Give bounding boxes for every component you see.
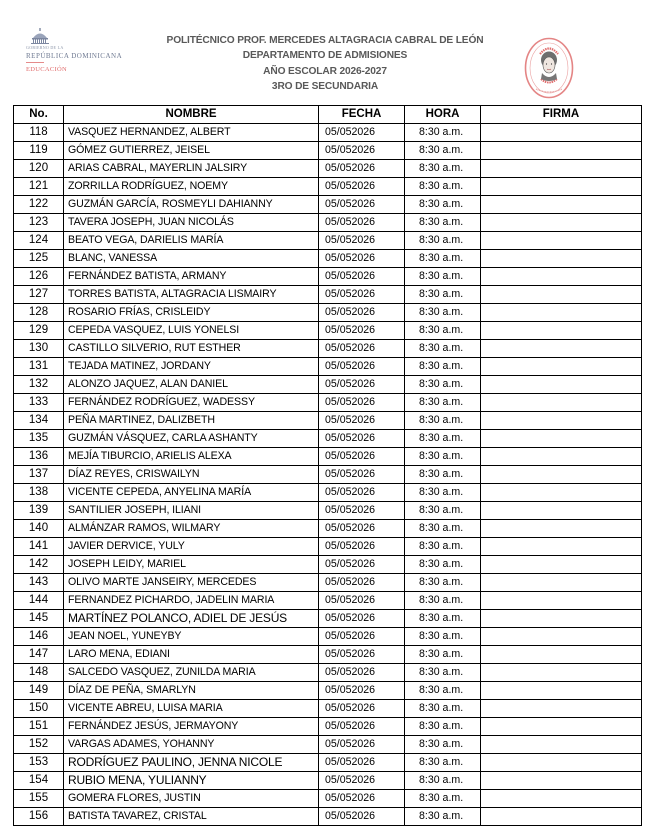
appointment-time: 8:30 a.m. bbox=[405, 340, 481, 358]
appointment-date: 05/052026 bbox=[319, 376, 405, 394]
student-name: ARIAS CABRAL, MAYERLIN JALSIRY bbox=[64, 160, 319, 178]
student-name: DÍAZ REYES, CRISWAILYN bbox=[64, 466, 319, 484]
signature-field bbox=[481, 178, 642, 196]
table-row bbox=[14, 502, 642, 520]
table-row bbox=[14, 376, 642, 394]
appointment-time: 8:30 a.m. bbox=[405, 556, 481, 574]
appointment-date: 05/052026 bbox=[319, 664, 405, 682]
appointment-date: 05/052026 bbox=[319, 214, 405, 232]
student-name: VASQUEZ HERNANDEZ, ALBERT bbox=[64, 124, 319, 142]
table-row bbox=[14, 214, 642, 232]
student-name: MARTÍNEZ POLANCO, ADIEL DE JESÚS bbox=[64, 610, 319, 628]
table-row bbox=[14, 628, 642, 646]
student-name: DÍAZ DE PEÑA, SMARLYN bbox=[64, 682, 319, 700]
signature-field bbox=[481, 790, 642, 808]
appointment-date: 05/052026 bbox=[319, 466, 405, 484]
appointment-date: 05/052026 bbox=[319, 304, 405, 322]
student-name: FERNÁNDEZ RODRÍGUEZ, WADESSY bbox=[64, 394, 319, 412]
appointment-time: 8:30 a.m. bbox=[405, 466, 481, 484]
appointment-time: 8:30 a.m. bbox=[405, 178, 481, 196]
row-number: 150 bbox=[14, 700, 64, 718]
row-number: 121 bbox=[14, 178, 64, 196]
signature-field bbox=[481, 700, 642, 718]
signature-field bbox=[481, 754, 642, 772]
appointment-date: 05/052026 bbox=[319, 178, 405, 196]
table-row bbox=[14, 160, 642, 178]
signature-field bbox=[481, 574, 642, 592]
logo-main-text: REPÚBLICA DOMINICANA bbox=[26, 52, 123, 60]
table-row bbox=[14, 610, 642, 628]
student-name: TAVERA JOSEPH, JUAN NICOLÁS bbox=[64, 214, 319, 232]
row-number: 134 bbox=[14, 412, 64, 430]
signature-field bbox=[481, 286, 642, 304]
row-number: 141 bbox=[14, 538, 64, 556]
document-title-block bbox=[140, 33, 510, 94]
signature-field bbox=[481, 448, 642, 466]
appointment-date: 05/052026 bbox=[319, 412, 405, 430]
appointment-date: 05/052026 bbox=[319, 682, 405, 700]
signature-field bbox=[481, 376, 642, 394]
table-row bbox=[14, 268, 642, 286]
appointment-date: 05/052026 bbox=[319, 736, 405, 754]
signature-field bbox=[481, 268, 642, 286]
row-number: 130 bbox=[14, 340, 64, 358]
student-name: GOMERA FLORES, JUSTIN bbox=[64, 790, 319, 808]
row-number: 138 bbox=[14, 484, 64, 502]
table-row bbox=[14, 124, 642, 142]
appointment-time: 8:30 a.m. bbox=[405, 700, 481, 718]
appointment-date: 05/052026 bbox=[319, 808, 405, 826]
signature-field bbox=[481, 646, 642, 664]
appointment-time: 8:30 a.m. bbox=[405, 484, 481, 502]
row-number: 120 bbox=[14, 160, 64, 178]
appointment-time: 8:30 a.m. bbox=[405, 682, 481, 700]
student-name: CASTILLO SILVERIO, RUT ESTHER bbox=[64, 340, 319, 358]
signature-field bbox=[481, 808, 642, 826]
student-name: VICENTE ABREU, LUISA MARIA bbox=[64, 700, 319, 718]
appointment-time: 8:30 a.m. bbox=[405, 448, 481, 466]
table-row bbox=[14, 790, 642, 808]
appointment-date: 05/052026 bbox=[319, 232, 405, 250]
student-name: FERNANDEZ PICHARDO, JADELIN MARIA bbox=[64, 592, 319, 610]
signature-field bbox=[481, 664, 642, 682]
appointment-time: 8:30 a.m. bbox=[405, 322, 481, 340]
appointment-date: 05/052026 bbox=[319, 268, 405, 286]
signature-field bbox=[481, 520, 642, 538]
row-number: 153 bbox=[14, 754, 64, 772]
student-name: BATISTA TAVAREZ, CRISTAL bbox=[64, 808, 319, 826]
signature-field bbox=[481, 196, 642, 214]
appointment-time: 8:30 a.m. bbox=[405, 142, 481, 160]
appointment-date: 05/052026 bbox=[319, 250, 405, 268]
student-name: ZORRILLA RODRÍGUEZ, NOEMY bbox=[64, 178, 319, 196]
logo-divider bbox=[26, 62, 44, 63]
table-row bbox=[14, 808, 642, 826]
row-number: 133 bbox=[14, 394, 64, 412]
appointment-time: 8:30 a.m. bbox=[405, 268, 481, 286]
student-name: ALONZO JAQUEZ, ALAN DANIEL bbox=[64, 376, 319, 394]
student-name: ROSARIO FRÍAS, CRISLEIDY bbox=[64, 304, 319, 322]
table-row bbox=[14, 484, 642, 502]
signature-field bbox=[481, 772, 642, 790]
document-header bbox=[0, 0, 650, 105]
grade-level: 3RO DE SECUNDARIA bbox=[271, 80, 379, 92]
column-header-nombre: NOMBRE bbox=[64, 106, 319, 124]
row-number: 151 bbox=[14, 718, 64, 736]
row-number: 122 bbox=[14, 196, 64, 214]
appointment-time: 8:30 a.m. bbox=[405, 160, 481, 178]
student-name: BEATO VEGA, DARIELIS MARÍA bbox=[64, 232, 319, 250]
signature-field bbox=[481, 250, 642, 268]
student-name: CEPEDA VASQUEZ, LUIS YONELSI bbox=[64, 322, 319, 340]
appointment-time: 8:30 a.m. bbox=[405, 376, 481, 394]
table-row bbox=[14, 394, 642, 412]
table-row bbox=[14, 466, 642, 484]
table-row bbox=[14, 358, 642, 376]
row-number: 128 bbox=[14, 304, 64, 322]
appointment-date: 05/052026 bbox=[319, 502, 405, 520]
signature-field bbox=[481, 142, 642, 160]
table-row bbox=[14, 304, 642, 322]
row-number: 145 bbox=[14, 610, 64, 628]
appointment-date: 05/052026 bbox=[319, 448, 405, 466]
appointment-date: 05/052026 bbox=[319, 196, 405, 214]
student-name: GUZMÁN GARCÍA, ROSMEYLI DAHIANNY bbox=[64, 196, 319, 214]
row-number: 155 bbox=[14, 790, 64, 808]
row-number: 123 bbox=[14, 214, 64, 232]
row-number: 132 bbox=[14, 376, 64, 394]
signature-field bbox=[481, 412, 642, 430]
signature-field bbox=[481, 214, 642, 232]
column-header-firma: FIRMA bbox=[481, 106, 642, 124]
logo-sub-text: EDUCACIÓN bbox=[26, 66, 67, 73]
signature-field bbox=[481, 628, 642, 646]
student-name: VICENTE CEPEDA, ANYELINA MARÍA bbox=[64, 484, 319, 502]
appointment-time: 8:30 a.m. bbox=[405, 502, 481, 520]
table-row bbox=[14, 718, 642, 736]
table-row bbox=[14, 412, 642, 430]
signature-field bbox=[481, 160, 642, 178]
appointment-date: 05/052026 bbox=[319, 394, 405, 412]
student-name: VARGAS ADAMES, YOHANNY bbox=[64, 736, 319, 754]
school-seal-icon bbox=[524, 37, 574, 99]
table-row bbox=[14, 538, 642, 556]
appointment-time: 8:30 a.m. bbox=[405, 232, 481, 250]
signature-field bbox=[481, 232, 642, 250]
row-number: 154 bbox=[14, 772, 64, 790]
appointment-date: 05/052026 bbox=[319, 610, 405, 628]
appointment-time: 8:30 a.m. bbox=[405, 772, 481, 790]
appointment-date: 05/052026 bbox=[319, 430, 405, 448]
appointment-time: 8:30 a.m. bbox=[405, 412, 481, 430]
student-name: MEJÍA TIBURCIO, ARIELIS ALEXA bbox=[64, 448, 319, 466]
appointment-date: 05/052026 bbox=[319, 286, 405, 304]
dome-icon bbox=[30, 28, 50, 44]
appointment-date: 05/052026 bbox=[319, 646, 405, 664]
appointment-time: 8:30 a.m. bbox=[405, 214, 481, 232]
table-row bbox=[14, 196, 642, 214]
row-number: 126 bbox=[14, 268, 64, 286]
signature-field bbox=[481, 556, 642, 574]
admissions-roster-table bbox=[13, 105, 642, 826]
government-logo bbox=[22, 28, 132, 80]
appointment-date: 05/052026 bbox=[319, 556, 405, 574]
appointment-date: 05/052026 bbox=[319, 358, 405, 376]
appointment-time: 8:30 a.m. bbox=[405, 538, 481, 556]
appointment-date: 05/052026 bbox=[319, 340, 405, 358]
row-number: 135 bbox=[14, 430, 64, 448]
signature-field bbox=[481, 394, 642, 412]
signature-field bbox=[481, 502, 642, 520]
appointment-date: 05/052026 bbox=[319, 322, 405, 340]
student-name: JAVIER DERVICE, YULY bbox=[64, 538, 319, 556]
appointment-date: 05/052026 bbox=[319, 484, 405, 502]
table-row bbox=[14, 682, 642, 700]
student-name: TEJADA MATINEZ, JORDANY bbox=[64, 358, 319, 376]
appointment-date: 05/052026 bbox=[319, 700, 405, 718]
appointment-time: 8:30 a.m. bbox=[405, 610, 481, 628]
appointment-date: 05/052026 bbox=[319, 160, 405, 178]
student-name: RODRÍGUEZ PAULINO, JENNA NICOLE bbox=[64, 754, 319, 772]
table-row bbox=[14, 448, 642, 466]
table-row bbox=[14, 754, 642, 772]
appointment-time: 8:30 a.m. bbox=[405, 196, 481, 214]
appointment-time: 8:30 a.m. bbox=[405, 358, 481, 376]
table-row bbox=[14, 178, 642, 196]
table-row bbox=[14, 520, 642, 538]
student-name: SANTILIER JOSEPH, ILIANI bbox=[64, 502, 319, 520]
appointment-date: 05/052026 bbox=[319, 790, 405, 808]
table-body bbox=[14, 124, 642, 826]
row-number: 144 bbox=[14, 592, 64, 610]
table-row bbox=[14, 322, 642, 340]
signature-field bbox=[481, 610, 642, 628]
student-name: GÓMEZ GUTIERREZ, JEISEL bbox=[64, 142, 319, 160]
table-row bbox=[14, 736, 642, 754]
signature-field bbox=[481, 682, 642, 700]
appointment-time: 8:30 a.m. bbox=[405, 754, 481, 772]
appointment-date: 05/052026 bbox=[319, 574, 405, 592]
row-number: 146 bbox=[14, 628, 64, 646]
appointment-time: 8:30 a.m. bbox=[405, 736, 481, 754]
signature-field bbox=[481, 592, 642, 610]
signature-field bbox=[481, 358, 642, 376]
row-number: 127 bbox=[14, 286, 64, 304]
student-name: OLIVO MARTE JANSEIRY, MERCEDES bbox=[64, 574, 319, 592]
signature-field bbox=[481, 736, 642, 754]
appointment-date: 05/052026 bbox=[319, 538, 405, 556]
appointment-time: 8:30 a.m. bbox=[405, 520, 481, 538]
row-number: 143 bbox=[14, 574, 64, 592]
student-name: TORRES BATISTA, ALTAGRACIA LISMAIRY bbox=[64, 286, 319, 304]
signature-field bbox=[481, 322, 642, 340]
appointment-time: 8:30 a.m. bbox=[405, 790, 481, 808]
appointment-time: 8:30 a.m. bbox=[405, 574, 481, 592]
appointment-date: 05/052026 bbox=[319, 124, 405, 142]
appointment-time: 8:30 a.m. bbox=[405, 124, 481, 142]
table-row bbox=[14, 664, 642, 682]
signature-field bbox=[481, 340, 642, 358]
row-number: 139 bbox=[14, 502, 64, 520]
appointment-time: 8:30 a.m. bbox=[405, 250, 481, 268]
appointment-date: 05/052026 bbox=[319, 628, 405, 646]
appointment-time: 8:30 a.m. bbox=[405, 808, 481, 826]
signature-field bbox=[481, 304, 642, 322]
table-header-row bbox=[14, 106, 642, 124]
signature-field bbox=[481, 718, 642, 736]
signature-field bbox=[481, 466, 642, 484]
row-number: 137 bbox=[14, 466, 64, 484]
student-name: LARO MENA, EDIANI bbox=[64, 646, 319, 664]
table-row bbox=[14, 772, 642, 790]
table-row bbox=[14, 340, 642, 358]
table-row bbox=[14, 142, 642, 160]
row-number: 136 bbox=[14, 448, 64, 466]
student-name: RUBIO MENA, YULIANNY bbox=[64, 772, 319, 790]
student-name: PEÑA MARTINEZ, DALIZBETH bbox=[64, 412, 319, 430]
signature-field bbox=[481, 538, 642, 556]
student-name: FERNÁNDEZ BATISTA, ARMANY bbox=[64, 268, 319, 286]
student-name: SALCEDO VASQUEZ, ZUNILDA MARIA bbox=[64, 664, 319, 682]
student-name: GUZMÁN VÁSQUEZ, CARLA ASHANTY bbox=[64, 430, 319, 448]
appointment-time: 8:30 a.m. bbox=[405, 430, 481, 448]
school-name: POLITÉCNICO PROF. MERCEDES ALTAGRACIA CABRAL DE LEÓN bbox=[166, 35, 484, 46]
column-header-no: No. bbox=[14, 106, 64, 124]
school-year: AÑO ESCOLAR 2026-2027 bbox=[263, 65, 387, 77]
student-name: JOSEPH LEIDY, MARIEL bbox=[64, 556, 319, 574]
student-name: ALMÁNZAR RAMOS, WILMARY bbox=[64, 520, 319, 538]
appointment-date: 05/052026 bbox=[319, 592, 405, 610]
column-header-hora: HORA bbox=[405, 106, 481, 124]
appointment-date: 05/052026 bbox=[319, 754, 405, 772]
appointment-time: 8:30 a.m. bbox=[405, 646, 481, 664]
row-number: 147 bbox=[14, 646, 64, 664]
appointment-date: 05/052026 bbox=[319, 718, 405, 736]
student-name: BLANC, VANESSA bbox=[64, 250, 319, 268]
row-number: 140 bbox=[14, 520, 64, 538]
appointment-time: 8:30 a.m. bbox=[405, 718, 481, 736]
table-row bbox=[14, 592, 642, 610]
table-row bbox=[14, 250, 642, 268]
row-number: 152 bbox=[14, 736, 64, 754]
row-number: 149 bbox=[14, 682, 64, 700]
appointment-time: 8:30 a.m. bbox=[405, 664, 481, 682]
row-number: 142 bbox=[14, 556, 64, 574]
department-name: DEPARTAMENTO DE ADMISIONES bbox=[242, 50, 408, 62]
row-number: 125 bbox=[14, 250, 64, 268]
signature-field bbox=[481, 124, 642, 142]
appointment-time: 8:30 a.m. bbox=[405, 304, 481, 322]
row-number: 148 bbox=[14, 664, 64, 682]
row-number: 156 bbox=[14, 808, 64, 826]
table-row bbox=[14, 646, 642, 664]
appointment-time: 8:30 a.m. bbox=[405, 592, 481, 610]
appointment-date: 05/052026 bbox=[319, 772, 405, 790]
appointment-date: 05/052026 bbox=[319, 520, 405, 538]
student-name: FERNÁNDEZ JESÚS, JERMAYONY bbox=[64, 718, 319, 736]
appointment-time: 8:30 a.m. bbox=[405, 394, 481, 412]
table-row bbox=[14, 232, 642, 250]
table-row bbox=[14, 700, 642, 718]
table-row bbox=[14, 556, 642, 574]
logo-small-text: GOBIERNO DE LA bbox=[26, 45, 64, 50]
column-header-fecha: FECHA bbox=[319, 106, 405, 124]
row-number: 129 bbox=[14, 322, 64, 340]
table-row bbox=[14, 574, 642, 592]
signature-field bbox=[481, 430, 642, 448]
row-number: 131 bbox=[14, 358, 64, 376]
appointment-date: 05/052026 bbox=[319, 142, 405, 160]
student-name: JEAN NOEL, YUNEYBY bbox=[64, 628, 319, 646]
table-row bbox=[14, 286, 642, 304]
row-number: 124 bbox=[14, 232, 64, 250]
signature-field bbox=[481, 484, 642, 502]
appointment-time: 8:30 a.m. bbox=[405, 628, 481, 646]
appointment-time: 8:30 a.m. bbox=[405, 286, 481, 304]
table-row bbox=[14, 430, 642, 448]
row-number: 118 bbox=[14, 124, 64, 142]
row-number: 119 bbox=[14, 142, 64, 160]
